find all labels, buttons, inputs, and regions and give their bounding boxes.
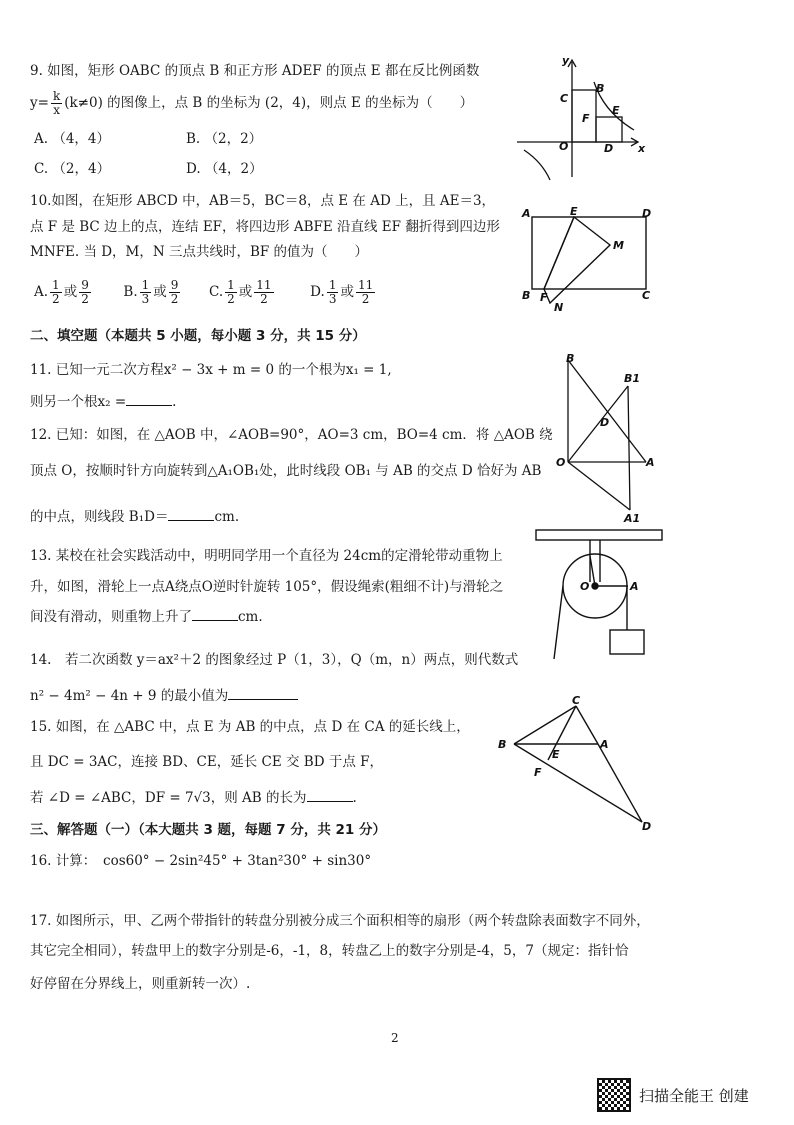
q9-option-b: B. （2，2） — [186, 131, 263, 147]
q9-option-a: A. （4，4） — [34, 131, 111, 147]
scanner-footer — [597, 1078, 749, 1112]
fig15-label-e: E — [552, 748, 560, 761]
q11-line1: 11. 已知一元二次方程x² − 3x + m = 0 的一个根为x₁ = 1, — [30, 362, 392, 378]
q12-line1: 12. 已知：如图，在 △AOB 中，∠AOB=90°，AO=3 cm，BO=4 cm．将 △AOB 绕 — [30, 427, 553, 443]
q10-option-a: A. $\frac{1}{2}$ 或 $\frac{9}{2}$ — [34, 278, 89, 306]
page-number: 2 — [391, 1031, 399, 1045]
q12-figure — [552, 350, 662, 525]
fig12-label-b1: B1 — [624, 372, 641, 385]
section2-heading: 二、填空题（本题共 5 小题，每小题 3 分，共 15 分） — [30, 328, 366, 344]
q9-line2: y= $\frac{k}{x}$ (k≠0) 的图像上，点 B 的坐标为 (2，4)，则点 E 的坐标为（ ） — [30, 89, 474, 117]
q17-line3: 好停留在分界线上，则重新转一次）. — [30, 976, 251, 992]
fig10-label-f: F — [540, 291, 548, 304]
q13-line2: 升，如图，滑轮上一点A绕点O逆时针旋转 105°，假设绳索(粗细不计)与滑轮之 — [30, 579, 504, 595]
q15-figure — [494, 692, 659, 834]
fig10-label-d: D — [642, 207, 652, 220]
q15-line1: 15. 如图，在 △ABC 中，点 E 为 AB 的中点，点 D 在 CA 的延长线上， — [30, 719, 470, 735]
q10-line3: MNFE. 当 D，M，N 三点共线时，BF 的值为（ ） — [30, 244, 369, 260]
q10-line1: 10.如图，在矩形 ABCD 中，AB＝5，BC＝8，点 E 在 AD 上，且 AE＝3， — [30, 193, 496, 209]
q14-blank — [228, 687, 298, 700]
q9-option-c: C. （2，4） — [34, 161, 111, 177]
fig15-label-a: A — [600, 738, 609, 751]
q13-blank — [192, 608, 238, 621]
fig12-label-d: D — [600, 416, 610, 429]
fig13-label-a: A — [630, 580, 639, 593]
qr-code-icon — [597, 1078, 631, 1112]
q15-line2: 且 DC = 3AC，连接 BD、CE，延长 CE 交 BD 于点 F， — [30, 754, 383, 770]
fig9-label-c: C — [560, 92, 569, 105]
q13-figure — [532, 524, 667, 664]
fig9-label-f: F — [582, 112, 590, 125]
fig10-label-a: A — [522, 207, 531, 220]
q14-line2: n² − 4m² − 4n + 9 的最小值为 — [30, 687, 298, 705]
q10-options — [34, 279, 377, 306]
q17-line1: 17. 如图所示，甲、乙两个带指针的转盘分别被分成三个面积相等的扇形（两个转盘除表面数字不同外， — [30, 913, 650, 929]
fig9-label-x: x — [638, 142, 646, 155]
q12-line3: 的中点，则线段 B₁D＝ cm. — [30, 509, 240, 525]
q12-line2: 顶点 O，按顺时针方向旋转到△A₁OB₁处，此时线段 OB₁ 与 AB 的交点 D 恰好为 AB — [30, 463, 542, 479]
fig12-label-b: B — [566, 352, 575, 365]
fig12-label-a: A — [646, 456, 655, 469]
fig15-label-d: D — [642, 820, 652, 833]
q10-option-b: B. $\frac{1}{3}$ 或 $\frac{9}{2}$ — [123, 278, 179, 306]
q9-line1: 9. 如图，矩形 OABC 的顶点 B 和正方形 ADEF 的顶点 E 都在反比例函数 — [30, 63, 480, 79]
fig9-label-e: E — [612, 104, 620, 117]
q10-line2: 点 F 是 BC 边上的点，连结 EF，将四边形 ABFE 沿直线 EF 翻折得到四边形 — [30, 219, 500, 235]
footer-text: 扫描全能王 创建 — [639, 1086, 749, 1105]
q11-blank — [126, 393, 172, 406]
fig10-label-c: C — [642, 289, 651, 302]
section3-heading: 三、解答题（一）（本大题共 3 题，每题 7 分，共 21 分） — [30, 822, 387, 838]
q11-line2: 则另一个根x₂ = . — [30, 394, 177, 410]
fig9-label-b: B — [596, 82, 605, 95]
q17-line2: 其它完全相同），转盘甲上的数字分别是-6，-1，8，转盘乙上的数字分别是-4，5，7（规定：指针恰 — [30, 943, 629, 959]
q9-figure — [512, 52, 647, 182]
q9-fraction: $\frac{k}{x}$ — [52, 89, 61, 117]
fig12-label-a1: A1 — [624, 512, 641, 525]
fig15-label-b: B — [498, 738, 507, 751]
q15-line3: 若 ∠D = ∠ABC，DF = 7√3，则 AB 的长为 . — [30, 790, 357, 806]
q10-figure — [518, 205, 658, 315]
q12-blank — [168, 508, 214, 521]
fig12-label-o: O — [556, 456, 566, 469]
q16-text: 16. 计算： cos60° − 2sin²45° + 3tan²30° + sin30° — [30, 853, 372, 869]
fig9-label-y: y — [562, 54, 570, 67]
fig15-label-f: F — [534, 766, 542, 779]
fig10-label-b: B — [522, 289, 531, 302]
q13-line3: 间没有滑动，则重物上升了 cm. — [30, 609, 263, 625]
fig9-label-d: D — [604, 142, 614, 155]
q15-blank — [307, 789, 353, 802]
fig15-label-c: C — [572, 694, 581, 707]
q13-line1: 13. 某校在社会实践活动中，明明同学用一个直径为 24cm的定滑轮带动重物上 — [30, 548, 503, 564]
q9-option-d: D. （4，2） — [186, 161, 263, 177]
fig10-label-n: N — [554, 301, 564, 314]
fig10-label-e: E — [570, 205, 578, 218]
q10-option-d: D. $\frac{1}{3}$ 或 $\frac{11}{2}$ — [310, 278, 374, 306]
fig9-label-o: O — [559, 140, 569, 153]
q10-option-c: C. $\frac{1}{2}$ 或 $\frac{11}{2}$ — [209, 278, 272, 306]
fig10-label-m: M — [613, 239, 624, 252]
q14-line1: 14. 若二次函数 y＝ax²＋2 的图象经过 P（1，3），Q（m，n）两点，则代数式 — [30, 652, 519, 668]
fig13-label-o: O — [580, 580, 590, 593]
